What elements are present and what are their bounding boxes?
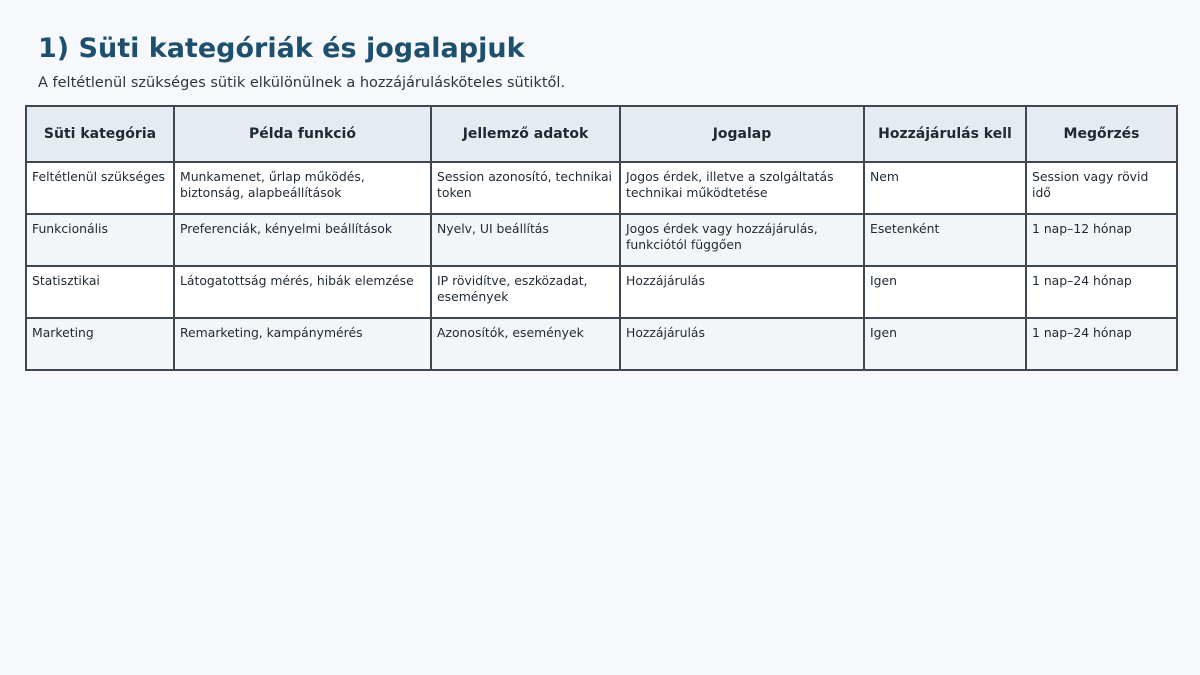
cell-typical-data: Session azonosító, technikai token [431, 162, 620, 214]
cell-typical-data: Azonosítók, események [431, 318, 620, 370]
cell-category: Feltétlenül szükséges [26, 162, 174, 214]
page-title: 1) Süti kategóriák és jogalapjuk [38, 33, 525, 64]
cell-category: Statisztikai [26, 266, 174, 318]
cell-category: Funkcionális [26, 214, 174, 266]
page-subtitle: A feltétlenül szükséges sütik elkülönülnek a hozzájárulásköteles sütiktől. [38, 75, 566, 91]
table-row [26, 214, 1177, 266]
cell-retention: 1 nap–24 hónap [1026, 266, 1177, 318]
cell-legal-basis: Hozzájárulás [620, 318, 864, 370]
cell-typical-data: Nyelv, UI beállítás [431, 214, 620, 266]
header-example-function: Példa funkció [174, 106, 431, 162]
cell-consent-required: Esetenként [864, 214, 1026, 266]
cookie-category-table [25, 105, 1178, 371]
table-row [26, 162, 1177, 214]
cell-consent-required: Igen [864, 266, 1026, 318]
header-legal-basis: Jogalap [620, 106, 864, 162]
header-consent-required: Hozzájárulás kell [864, 106, 1026, 162]
cell-legal-basis: Hozzájárulás [620, 266, 864, 318]
cell-legal-basis: Jogos érdek, illetve a szolgáltatás technikai működtetése [620, 162, 864, 214]
cell-example-function: Munkamenet, űrlap működés, biztonság, alapbeállítások [174, 162, 431, 214]
header-retention: Megőrzés [1026, 106, 1177, 162]
table-header-row [26, 106, 1177, 162]
cell-category: Marketing [26, 318, 174, 370]
cell-example-function: Látogatottság mérés, hibák elemzése [174, 266, 431, 318]
cell-consent-required: Igen [864, 318, 1026, 370]
cell-retention: 1 nap–24 hónap [1026, 318, 1177, 370]
header-cookie-category: Süti kategória [26, 106, 174, 162]
cell-legal-basis: Jogos érdek vagy hozzájárulás, funkciótól függően [620, 214, 864, 266]
table-row [26, 266, 1177, 318]
cell-example-function: Remarketing, kampánymérés [174, 318, 431, 370]
cell-example-function: Preferenciák, kényelmi beállítások [174, 214, 431, 266]
cell-typical-data: IP rövidítve, eszközadat, események [431, 266, 620, 318]
table-row [26, 318, 1177, 370]
cell-retention: 1 nap–12 hónap [1026, 214, 1177, 266]
header-typical-data: Jellemző adatok [431, 106, 620, 162]
cell-consent-required: Nem [864, 162, 1026, 214]
cell-retention: Session vagy rövid idő [1026, 162, 1177, 214]
